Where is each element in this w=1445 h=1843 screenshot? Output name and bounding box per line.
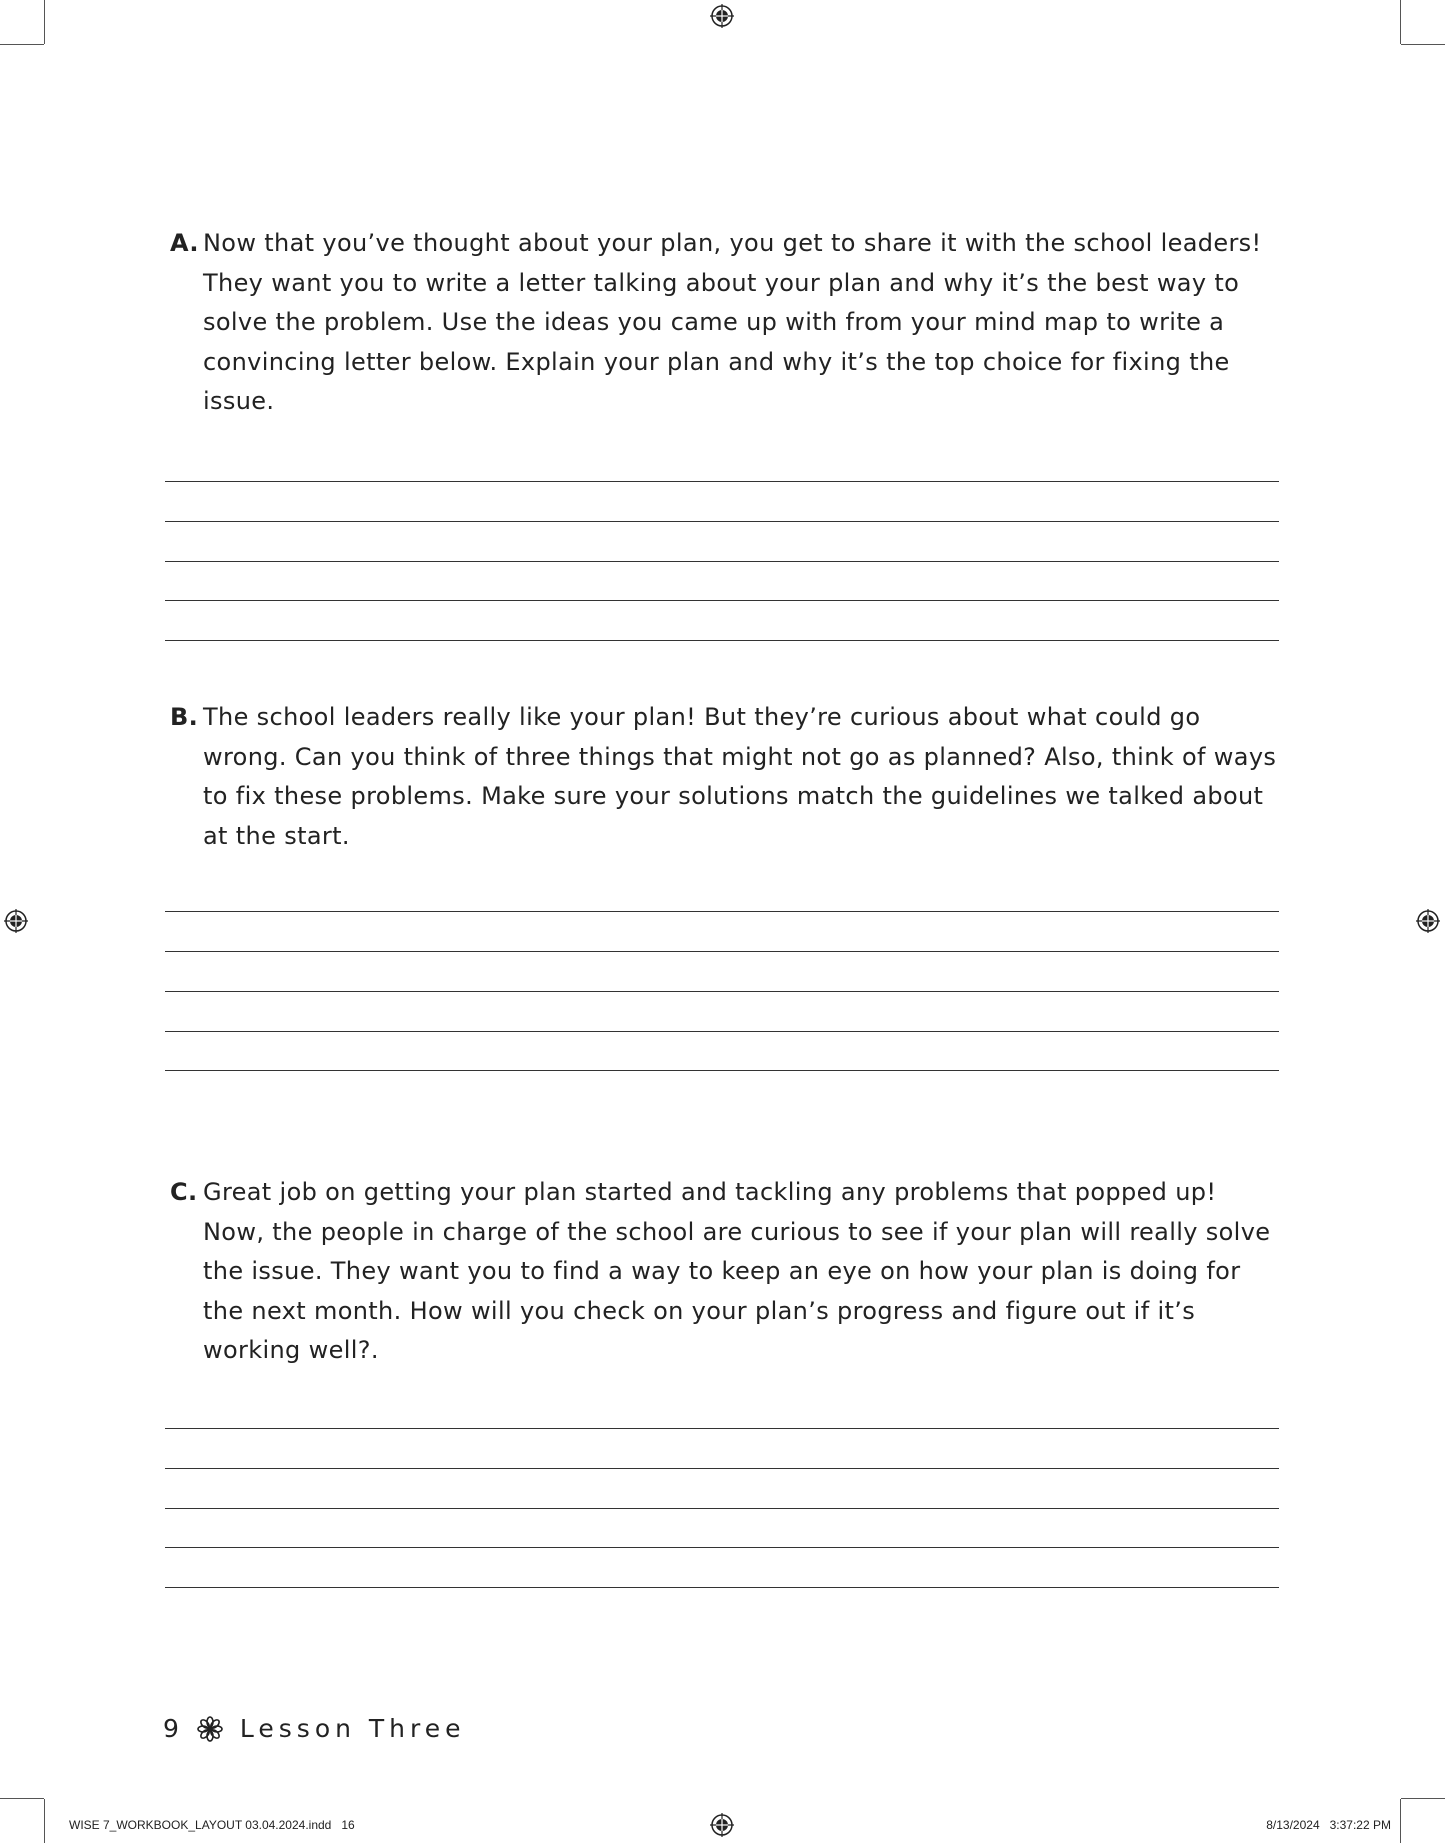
answer-line[interactable] (165, 1547, 1279, 1548)
answer-line[interactable] (165, 911, 1279, 912)
answer-line[interactable] (165, 1508, 1279, 1509)
crop-mark-top-right-h (1401, 44, 1445, 45)
registration-mark-icon (1416, 909, 1440, 933)
answer-line[interactable] (165, 640, 1279, 641)
question-text: The school leaders really like your plan! But they’re curious about what could go wrong. Can you think of three things that might not go as planned? Also, think of ways to fix these problems. Make sure your solutions match the guidelines we talked about at the start. (203, 703, 1277, 850)
answer-line[interactable] (165, 1070, 1279, 1071)
answer-line[interactable] (165, 1428, 1279, 1429)
question-letter: A. (170, 229, 199, 257)
question-text: Now that you’ve thought about your plan, you get to share it with the school leaders! They want you to write a letter talking about your plan and why it’s the best way to solve the problem. Use the ideas you came up with from your mind map to write a convincing letter below. Explain your plan and why it’s the top choice for fixing the issue. (203, 229, 1262, 415)
answer-line[interactable] (165, 951, 1279, 952)
question-text: Great job on getting your plan started and tackling any problems that popped up! Now, the people in charge of the school are curious to see if your plan will really solve the issue. They want you to find a way to keep an eye on how your plan is doing for the next month. How will you check on your plan’s progress and figure out if it’s working well?. (203, 1178, 1271, 1364)
page-footer (163, 1714, 466, 1743)
print-timestamp: 8/13/2024 3:37:22 PM (1266, 1818, 1391, 1832)
answer-line[interactable] (165, 1587, 1279, 1588)
question-letter: B. (170, 703, 199, 731)
answer-line[interactable] (165, 600, 1279, 601)
crop-mark-top-left-h (0, 44, 44, 45)
page-number: 9 (163, 1714, 184, 1743)
answer-line[interactable] (165, 481, 1279, 482)
crop-mark-top-left-v (44, 0, 45, 44)
crop-mark-top-right-v (1400, 0, 1401, 44)
answer-line[interactable] (165, 1468, 1279, 1469)
lesson-title: Lesson Three (239, 1714, 466, 1743)
answer-line[interactable] (165, 561, 1279, 562)
answer-line[interactable] (165, 1031, 1279, 1032)
question-a (170, 224, 1280, 422)
registration-mark-icon (710, 4, 734, 28)
registration-mark-icon (4, 909, 28, 933)
question-letter: C. (170, 1178, 198, 1206)
question-c (170, 1173, 1280, 1371)
registration-mark-icon (710, 1813, 734, 1837)
print-file-info: WISE 7_WORKBOOK_LAYOUT 03.04.2024.indd 16 (69, 1818, 355, 1832)
answer-line[interactable] (165, 991, 1279, 992)
question-b (170, 698, 1280, 856)
answer-line[interactable] (165, 521, 1279, 522)
crop-mark-bottom-left-h (0, 1798, 44, 1799)
crop-mark-bottom-right-v (1400, 1799, 1401, 1843)
crop-mark-bottom-left-v (44, 1799, 45, 1843)
flower-icon (196, 1715, 224, 1743)
crop-mark-bottom-right-h (1401, 1798, 1445, 1799)
